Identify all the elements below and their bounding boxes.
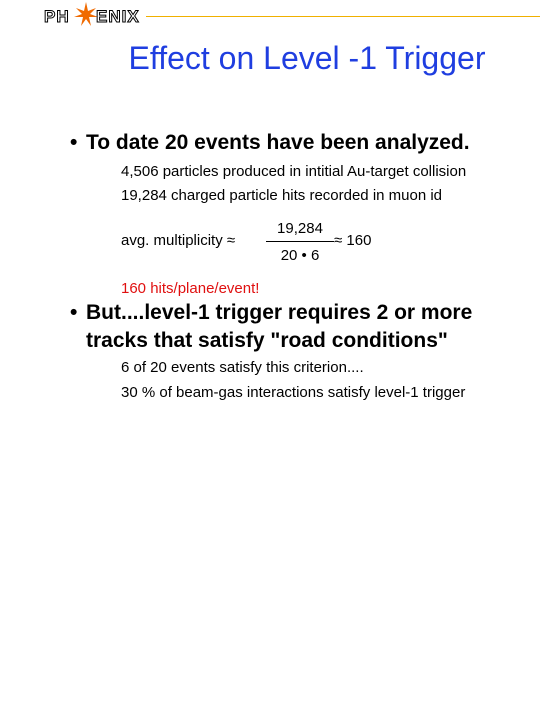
bullet-2-sub-2: 30 % of beam-gas interactions satisfy level-1 trigger: [121, 384, 466, 401]
logo-text-left: PH: [44, 7, 70, 26]
formula-numerator: 19,284: [277, 220, 323, 237]
slide-title: Effect on Level -1 Trigger: [128, 40, 486, 76]
bullet-1-sub-1: 4,506 particles produced in intitial Au-target collision: [121, 163, 467, 180]
bullet-dot: •: [70, 301, 78, 324]
formula-denominator: 20 • 6: [280, 247, 320, 264]
highlight-text: 160 hits/plane/event!: [121, 280, 260, 297]
bullet-2-text-line2: tracks that satisfy "road conditions": [86, 329, 448, 352]
formula-label: avg. multiplicity ≈: [121, 232, 236, 249]
bullet-2-sub-1: 6 of 20 events satisfy this criterion....: [121, 359, 364, 376]
bullet-2-text-line1: But....level-1 trigger requires 2 or more: [86, 301, 473, 324]
slide-header: [0, 0, 540, 30]
bullet-1-text: To date 20 events have been analyzed.: [86, 131, 470, 154]
phoenix-star-icon: [74, 2, 98, 28]
formula-fraction: [266, 220, 334, 267]
fraction-bar: [266, 241, 334, 242]
bullet-1-sub-2: 19,284 charged particle hits recorded in muon id: [121, 187, 443, 204]
formula-result: ≈ 160: [334, 232, 372, 249]
logo-text-right: ENIX: [96, 7, 140, 26]
bullet-1: [70, 129, 470, 157]
bullet-2: [70, 299, 472, 355]
header-rule: [146, 16, 540, 17]
bullet-dot: •: [70, 131, 78, 154]
